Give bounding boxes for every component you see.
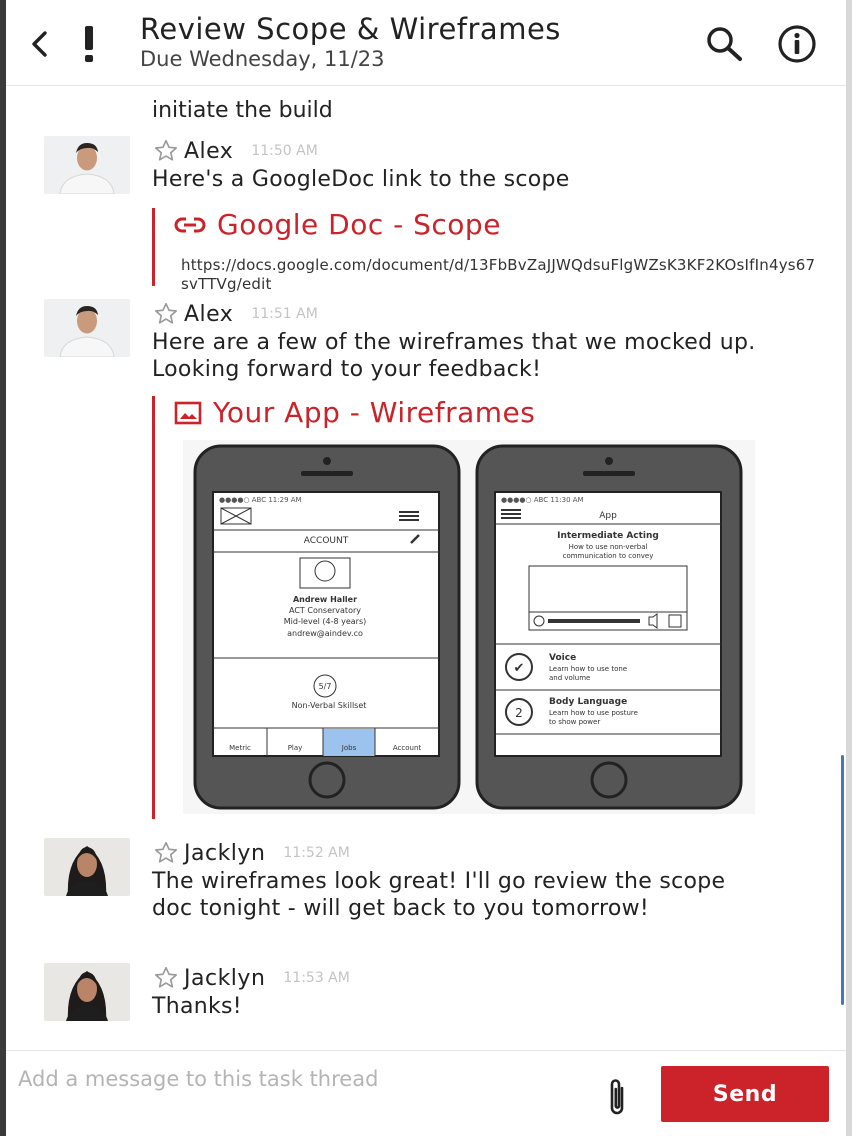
- previous-message-tail: initiate the build: [152, 98, 333, 123]
- due-date: Due Wednesday, 11/23: [140, 47, 385, 71]
- wf-lesson-title: Intermediate Acting: [557, 531, 659, 541]
- wf-tab: Jobs: [341, 744, 357, 752]
- search-button[interactable]: [700, 22, 752, 66]
- previous-message-text: [152, 86, 333, 124]
- thread-header: [6, 0, 846, 86]
- message-time: 11:51 AM: [251, 306, 318, 322]
- avatar[interactable]: [44, 838, 130, 896]
- info-button[interactable]: [770, 22, 824, 66]
- message-item: [6, 136, 846, 296]
- back-button[interactable]: [24, 24, 54, 64]
- message-author[interactable]: Alex: [184, 301, 234, 327]
- wf-tab: Account: [392, 744, 422, 752]
- wf-item-title: Voice: [549, 653, 577, 663]
- wf-tab: Play: [287, 744, 303, 752]
- wireframe-svg: [183, 440, 755, 814]
- message-meta: [152, 964, 350, 992]
- wf-header: ACCOUNT: [303, 536, 349, 546]
- star-button[interactable]: [152, 137, 180, 165]
- star-icon: [153, 965, 179, 991]
- wf-item-title: Body Language: [549, 697, 628, 707]
- attachment-title-text: Your App - Wireframes: [213, 396, 536, 429]
- message-time: 11:52 AM: [283, 845, 350, 861]
- star-icon: [153, 138, 179, 164]
- wf-name: Andrew Haller: [292, 595, 358, 604]
- wf-item-line: and volume: [549, 674, 591, 682]
- image-icon: [173, 400, 203, 426]
- message-text: Here are a few of the wireframes that we mocked up. Looking forward to your feedback!: [152, 330, 756, 382]
- wf-lesson-sub: communication to convey: [562, 552, 654, 560]
- priority-button[interactable]: [74, 22, 104, 66]
- avatar-jacklyn-icon: [44, 838, 130, 896]
- wf-header: App: [599, 511, 617, 521]
- wf-item-marker: ✔: [513, 661, 525, 676]
- star-button[interactable]: [152, 300, 180, 328]
- wf-org: ACT Conservatory: [289, 606, 361, 615]
- wf-level: Mid-level (4-8 years): [283, 617, 367, 626]
- message-meta: [152, 839, 350, 867]
- wf-lesson-sub: How to use non-verbal: [568, 543, 648, 551]
- message-input[interactable]: [18, 1057, 588, 1101]
- send-button[interactable]: Send: [661, 1066, 829, 1122]
- message-item: [6, 299, 846, 819]
- wf-item-line: Learn how to use posture: [549, 709, 638, 717]
- window-edge-right: [846, 0, 852, 1136]
- image-attachment: [152, 396, 659, 819]
- star-button[interactable]: [152, 964, 180, 992]
- wf-item-line: Learn how to use tone: [549, 665, 628, 673]
- star-button[interactable]: [152, 839, 180, 867]
- message-text: The wireframes look great! I'll go review the scope doc tonight - will get back to you tomorrow!: [152, 869, 726, 921]
- scrollbar-thumb[interactable]: [841, 755, 844, 1005]
- wireframe-image[interactable]: [183, 440, 755, 814]
- phone-mockup: [195, 446, 459, 808]
- message-feed[interactable]: [6, 86, 846, 1050]
- wf-status: ●●●●○ ABC 11:29 AM: [219, 496, 302, 504]
- message-item: [6, 838, 846, 953]
- message-item: [6, 963, 846, 1033]
- phone-mockup: [477, 446, 741, 808]
- message-meta: [152, 300, 318, 328]
- message-author[interactable]: Alex: [184, 138, 234, 164]
- avatar-jacklyn-icon: [44, 963, 130, 1021]
- link-attachment: [152, 208, 816, 293]
- message-text: Thanks!: [152, 994, 242, 1019]
- attachment-title-link[interactable]: [173, 396, 535, 429]
- attachment-url[interactable]: https://docs.google.com/document/d/13FbBvZaJJWQdsuFlgWZsK3KF2KOsIfIn4ys67svTTVg/edit: [181, 256, 816, 293]
- wf-progress: 5/7: [318, 682, 332, 691]
- chevron-left-icon: [28, 29, 50, 59]
- avatar-alex-icon: [44, 299, 130, 357]
- message-meta: [152, 137, 318, 165]
- exclamation-icon: [82, 24, 96, 64]
- paperclip-icon: [604, 1074, 630, 1118]
- star-icon: [153, 840, 179, 866]
- avatar-alex-icon: [44, 136, 130, 194]
- page-title: Review Scope & Wireframes: [140, 12, 561, 46]
- avatar[interactable]: [44, 963, 130, 1021]
- wf-skillset: Non-Verbal Skillset: [291, 701, 367, 710]
- avatar[interactable]: [44, 136, 130, 194]
- message-author[interactable]: Jacklyn: [184, 840, 266, 866]
- attach-button[interactable]: [602, 1073, 632, 1119]
- link-icon: [173, 214, 207, 236]
- message-time: 11:50 AM: [251, 143, 318, 159]
- wf-item-marker: 2: [515, 706, 523, 720]
- wf-status: ●●●●○ ABC 11:30 AM: [501, 496, 584, 504]
- wf-item-line: to show power: [549, 718, 601, 726]
- message-author[interactable]: Jacklyn: [184, 965, 266, 991]
- search-icon: [702, 24, 750, 64]
- wf-tab: Metric: [229, 744, 251, 752]
- star-icon: [153, 301, 179, 327]
- message-composer: [6, 1050, 846, 1136]
- attachment-title-link[interactable]: [173, 208, 501, 241]
- attachment-title-text: Google Doc - Scope: [217, 208, 501, 241]
- message-time: 11:53 AM: [283, 970, 350, 986]
- avatar[interactable]: [44, 299, 130, 357]
- message-text: Here's a GoogleDoc link to the scope: [152, 167, 570, 192]
- info-icon: [770, 24, 824, 64]
- wf-email: andrew@aindev.co: [287, 629, 363, 638]
